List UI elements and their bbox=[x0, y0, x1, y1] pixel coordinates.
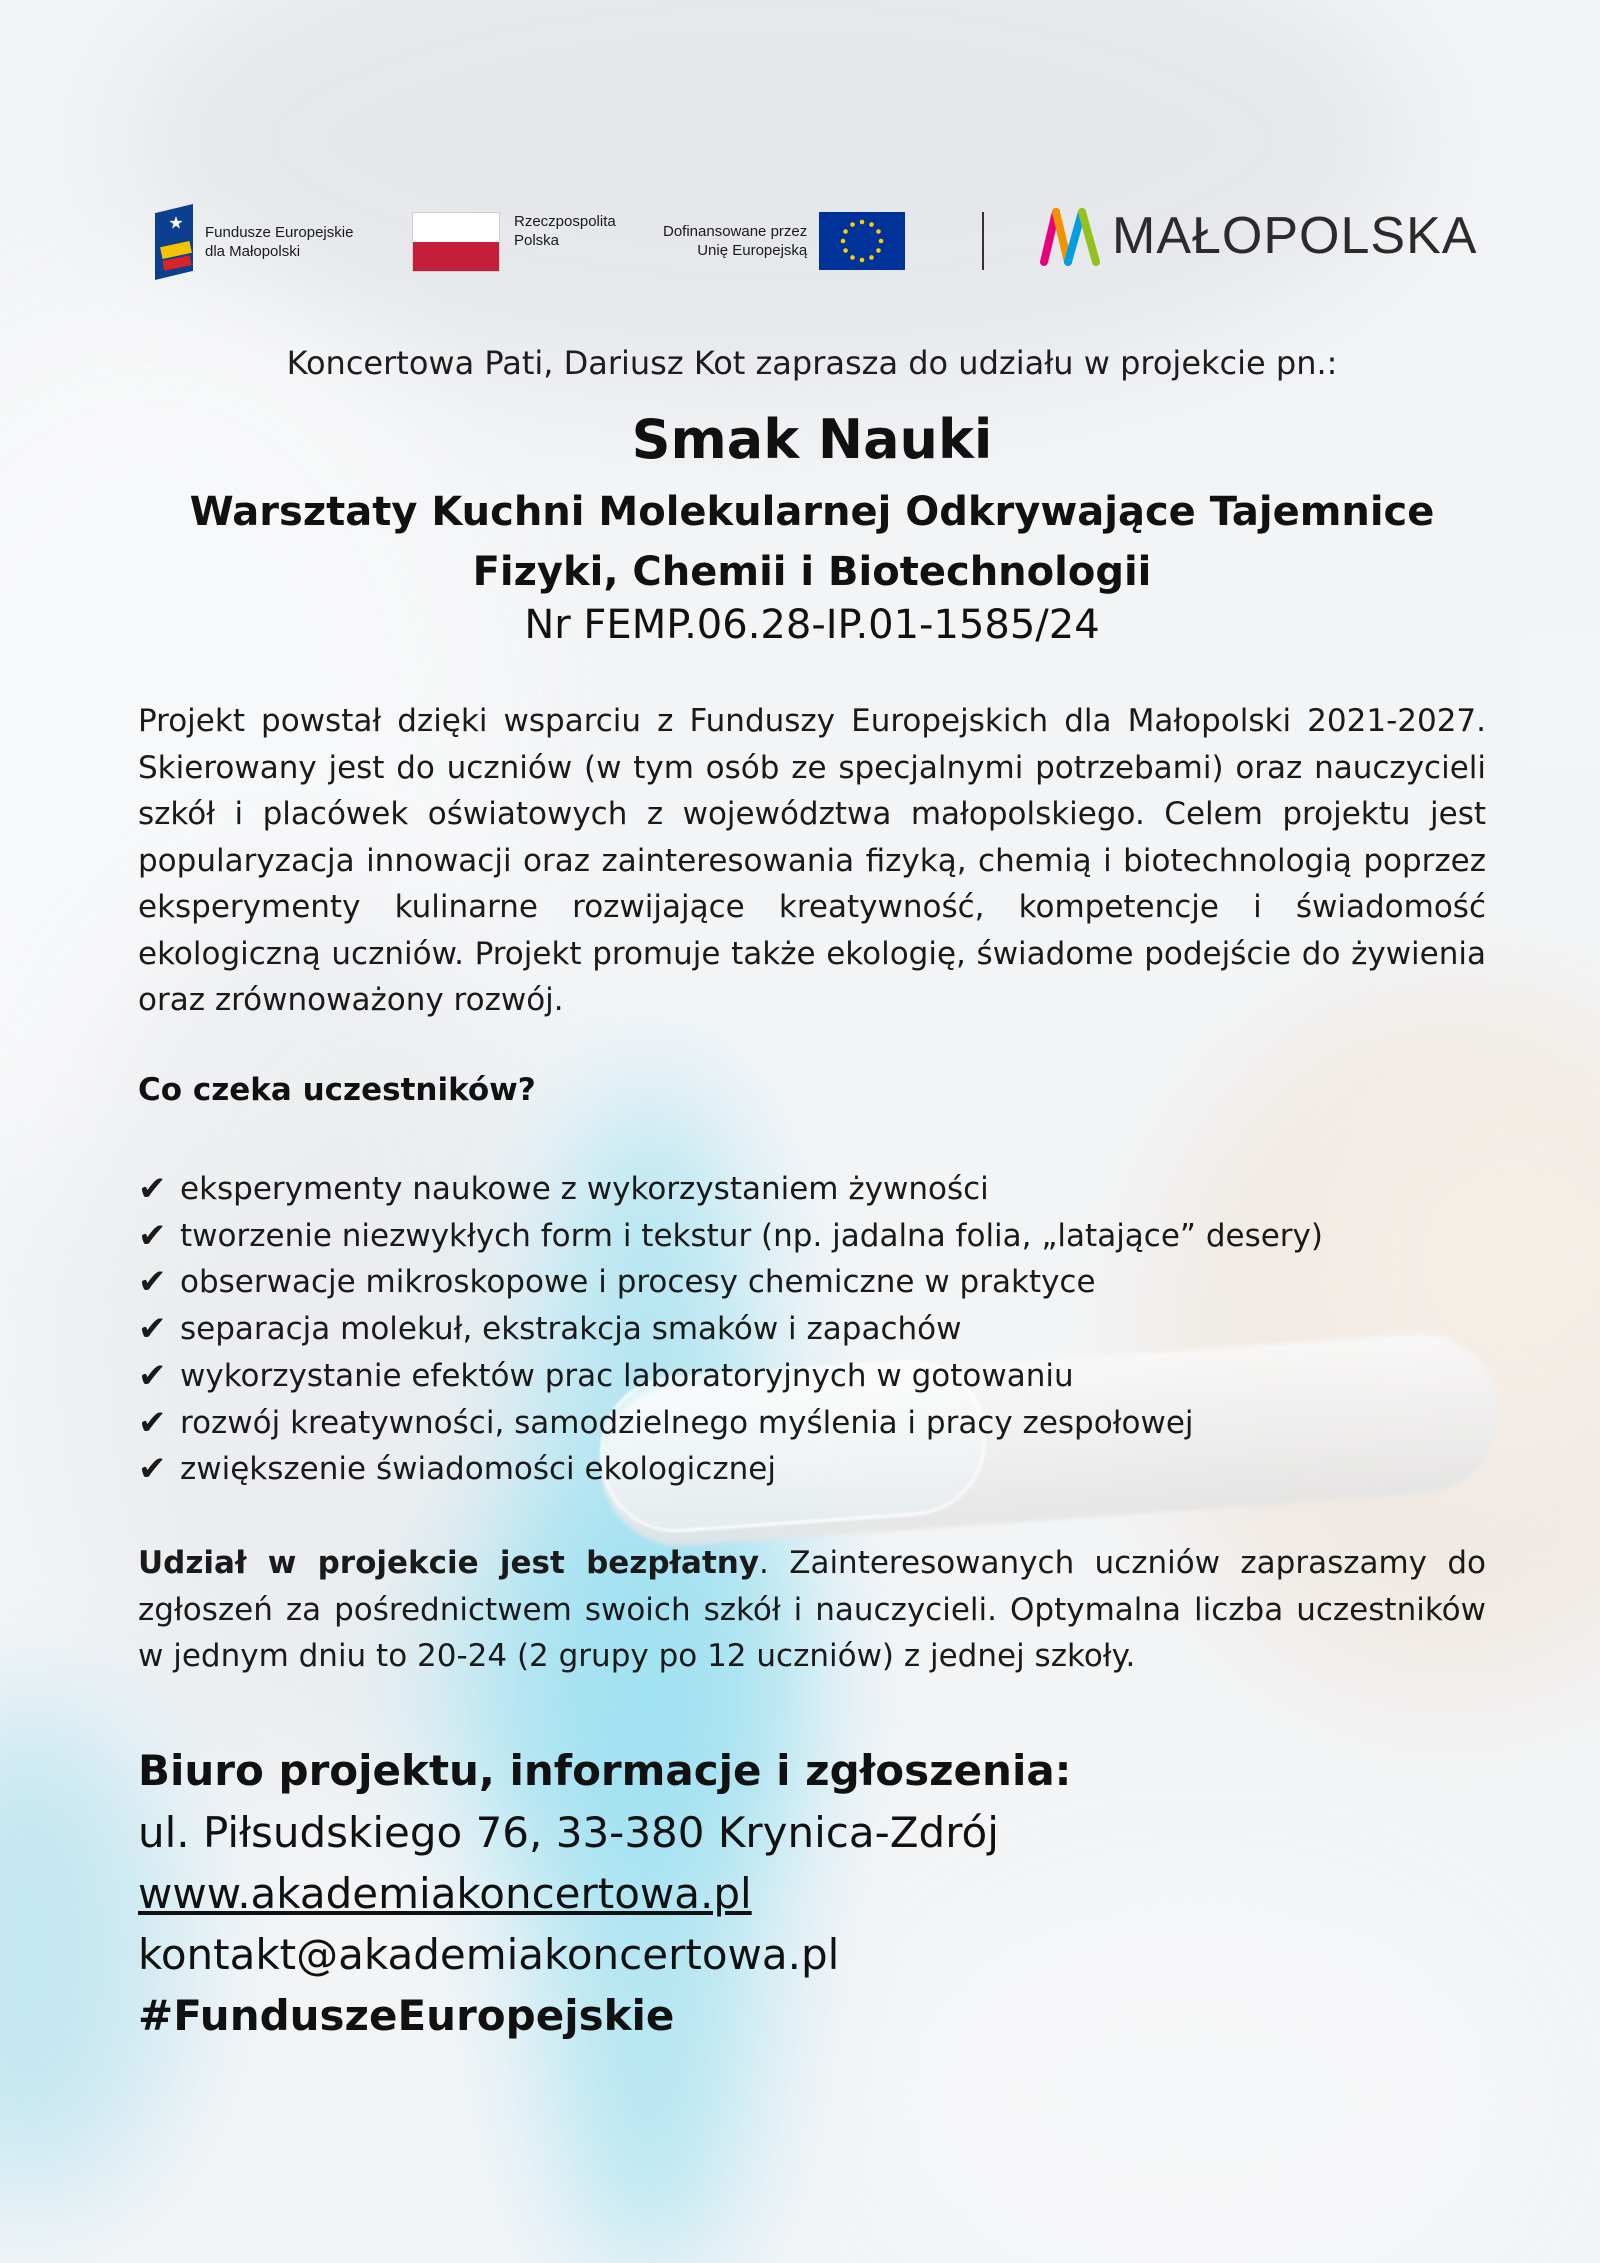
offer-item bbox=[138, 1259, 1323, 1306]
offer-item bbox=[138, 1353, 1323, 1400]
checkmark-icon: ✔ bbox=[138, 1169, 167, 1209]
eu-star bbox=[876, 248, 881, 253]
offer-item bbox=[138, 1306, 1323, 1353]
checkmark-icon: ✔ bbox=[138, 1355, 167, 1396]
offer-item bbox=[138, 1213, 1323, 1260]
checkmark-icon: ✔ bbox=[138, 1309, 167, 1350]
eu-star bbox=[850, 255, 855, 260]
contact-email[interactable]: kontakt@akademiakoncertowa.pl bbox=[138, 1930, 840, 1979]
checkmark-icon: ✔ bbox=[138, 1402, 167, 1443]
eu-star bbox=[844, 229, 849, 234]
offer-item bbox=[138, 1166, 1323, 1213]
contact-address: ul. Piłsudskiego 76, 33-380 Krynica-Zdrój bbox=[138, 1808, 999, 1857]
eu-flag-icon bbox=[819, 212, 905, 270]
free-participation-notice: Udział w projekcie jest bezpłatny bbox=[138, 1545, 760, 1581]
pl-logo-line1: Rzeczpospolita bbox=[514, 213, 616, 230]
offer-item-text: rozwój kreatywności, samodzielnego myślenia i pracy zespołowej bbox=[180, 1404, 1194, 1441]
offer-item-text: wykorzystanie efektów prac laboratoryjnych w gotowaniu bbox=[180, 1357, 1074, 1394]
eu-star bbox=[869, 255, 874, 260]
eu-logo bbox=[663, 212, 905, 270]
logo-divider bbox=[982, 212, 984, 270]
offer-item-text: zwiększenie świadomości ekologicznej bbox=[180, 1451, 776, 1488]
checkmark-icon: ✔ bbox=[138, 1449, 167, 1490]
contact-block bbox=[138, 1740, 1071, 2046]
offer-item-text: tworzenie niezwykłych form i tekstur (np. jadalna folia, „latające” desery) bbox=[180, 1217, 1323, 1254]
page-title: Smak Nauki bbox=[631, 408, 993, 471]
subtitle bbox=[138, 482, 1486, 602]
participation-paragraph bbox=[138, 1540, 1486, 1680]
eu-star bbox=[850, 222, 855, 227]
eu-star bbox=[876, 229, 881, 234]
fe-logo-line2: dla Małopolski bbox=[205, 243, 301, 260]
checkmark-icon: ✔ bbox=[138, 1215, 167, 1256]
pl-logo-line2: Polska bbox=[514, 232, 560, 249]
eu-star bbox=[860, 258, 865, 263]
subtitle-line1: Warsztaty Kuchni Molekularnej Odkrywające Tajemnice bbox=[189, 489, 1435, 535]
offer-item bbox=[138, 1400, 1323, 1447]
offer-list bbox=[138, 1166, 1323, 1493]
eu-logo-line1: Dofinansowane przez bbox=[663, 223, 808, 240]
pl-logo bbox=[412, 212, 616, 272]
checkmark-icon: ✔ bbox=[138, 1262, 167, 1303]
fe-logo bbox=[155, 204, 353, 280]
contact-heading: Biuro projektu, informacje i zgłoszenia: bbox=[138, 1746, 1072, 1795]
subtitle-line2: Fizyki, Chemii i Biotechnologii bbox=[472, 549, 1152, 595]
eu-star bbox=[841, 239, 846, 244]
offer-item-text: separacja molekuł, ekstrakcja smaków i zapachów bbox=[180, 1311, 962, 1348]
fe-logo-line1: Fundusze Europejskie bbox=[205, 224, 354, 241]
hashtag: #FunduszeEuropejskie bbox=[138, 1991, 675, 2040]
offer-item-text: obserwacje mikroskopowe i procesy chemiczne w praktyce bbox=[180, 1264, 1096, 1301]
malopolska-wordmark: MAŁOPOLSKA bbox=[1112, 207, 1478, 265]
offer-item-text: eksperymenty naukowe z wykorzystaniem żywności bbox=[180, 1171, 989, 1207]
eu-star bbox=[879, 239, 884, 244]
project-number: Nr FEMP.06.28-IP.01-1585/24 bbox=[524, 602, 1100, 648]
website-link[interactable]: www.akademiakoncertowa.pl bbox=[138, 1869, 752, 1918]
polish-flag-icon bbox=[412, 212, 500, 272]
fe-emblem-icon bbox=[155, 204, 195, 280]
offer-item bbox=[138, 1446, 1323, 1493]
malopolska-mark-icon bbox=[1040, 206, 1102, 266]
eu-logo-line2: Unię Europejską bbox=[697, 242, 808, 259]
offer-heading: Co czeka uczestników? bbox=[138, 1072, 536, 1108]
eu-star bbox=[844, 248, 849, 253]
eu-star bbox=[860, 220, 865, 225]
participation-details: . Zainteresowanych uczniów zapraszamy do zgłoszeń za pośrednictwem swoich szkół i nauczycieli. Optymalna liczba uczestników w jednym dniu to 20-24 (2 grupy po 12 uczniów) z jednej szkoły. bbox=[138, 1545, 1486, 1674]
malopolska-logo bbox=[1040, 206, 1477, 266]
eu-star bbox=[869, 222, 874, 227]
logo-bar bbox=[155, 200, 1478, 290]
project-description: Projekt powstał dzięki wsparciu z Funduszy Europejskich dla Małopolski 2021-2027. Skierowany jest do uczniów (w tym osób ze specjalnymi potrzebami) oraz nauczycieli szkół i placówek oświatowych z województwa małopolskiego. Celem projektu jest popularyzacja innowacji oraz zainteresowania fizyką, chemią i biotechnologią poprzez eksperymenty kulinarne rozwijające kreatywność, kompetencje i świadomość ekologiczną uczniów. Projekt promuje także ekologię, świadome podejście do żywienia oraz zrównoważony rozwój. bbox=[138, 703, 1486, 1018]
intro-line: Koncertowa Pati, Dariusz Kot zaprasza do udziału w projekcie pn.: bbox=[286, 344, 1338, 382]
